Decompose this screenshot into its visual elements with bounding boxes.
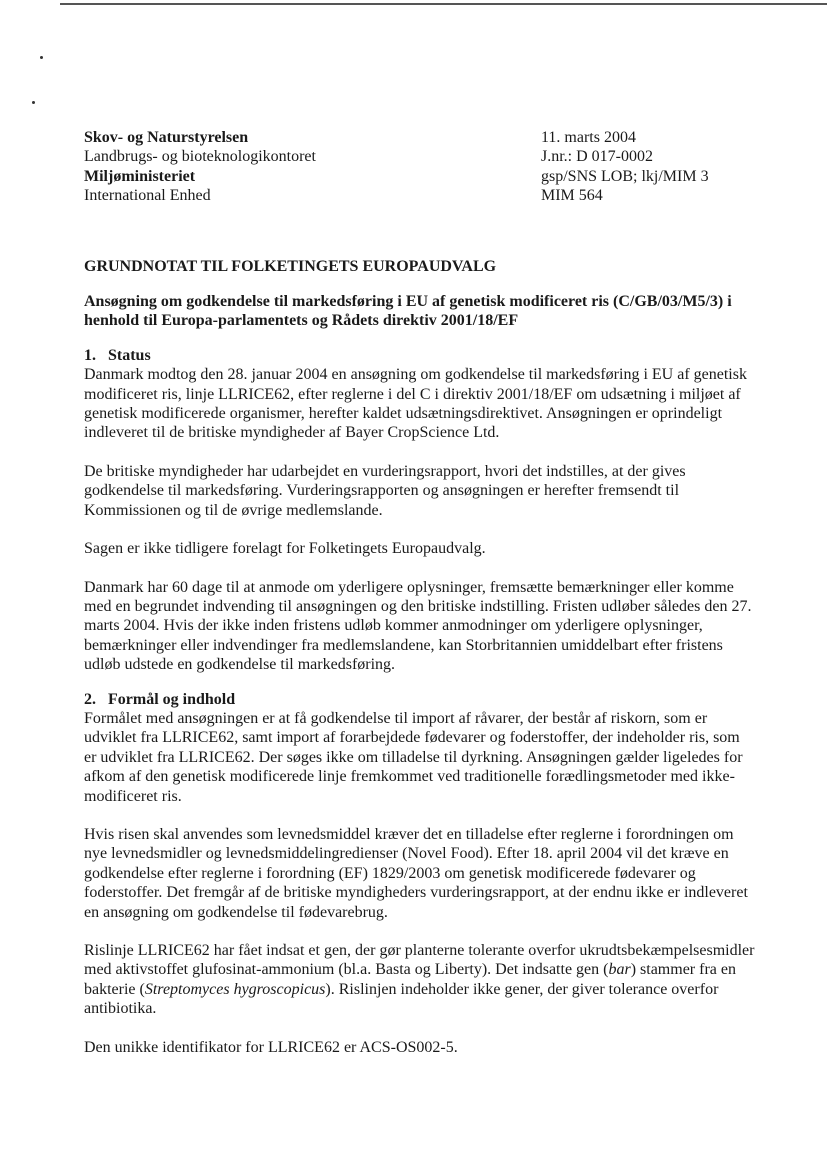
text-span: Rislinje LLRICE62 har fået indsat et gen, der gør planterne tolerante overfor ukrudtsbekæmpelsesmidler med aktivstoffet glufosinat-ammonium (bl.a. Basta og Liberty). Det indsatte gen ( [84, 942, 755, 979]
journal-number: J.nr.: D 017-0002 [541, 148, 653, 166]
paragraph: Formålet med ansøgningen er at få godkendelse til import af råvarer, der består af riskorn, som er udviklet fra LLRICE62, samt import af forarbejdede fødevarer og foderstoffer, der indeholder ris, som er udviklet fra LLRICE62. Der søges ikke om tilladelse til dyrkning. Ansøgningen gælder ligeledes for afkom af den genetisk modificerede linje fremkommet ved traditionelle forædlingsmetoder med ikke-modificeret ris. [84, 709, 743, 805]
identifier-paragraph: Den unikke identifikator for LLRICE62 er ACS-OS002-5. [84, 1038, 458, 1056]
top-border-line [60, 3, 827, 5]
case-initials: gsp/SNS LOB; lkj/MIM 3 [541, 167, 709, 185]
section-title: Formål og indhold [108, 690, 236, 708]
text-span: ). Rislinjen indeholder ikke gener, der giver tolerance overfor antibiotika. [84, 980, 719, 1018]
document-subject: Ansøgning om godkendelse til markedsføring i EU af genetisk modificeret ris (C/GB/03/M5/3) i henhold til Europa-parlamentets og Rådets direktiv 2001/18/EF [84, 293, 732, 330]
sender-block [84, 128, 514, 206]
sender-agency: Skov- og Naturstyrelsen [84, 129, 249, 146]
paragraph: Danmark modtog den 28. januar 2004 en ansøgning om godkendelse til markedsføring i EU af genetisk modificeret ris, linje LLRICE62, efter reglerne i del C i direktiv 2001/18/EF om udsætning i miljøet af genetisk modificerede organismer, herefter kaldet udsætningsdirektivet. Ansøgningen er oprindeligt indleveret til de britiske myndigheder af Bayer CropScience Ltd. [84, 366, 747, 442]
paragraph: Danmark har 60 dage til at anmode om yderligere oplysninger, fremsætte bemærkninger eller komme med en begrundet indvending til ansøgningen og den britiske indstilling. Fristen udløber således den 27. marts 2004. Hvis der ikke inden fristens udløb kommer anmodninger om yderligere oplysninger, bemærkninger eller indvendinger fra medlemslandene, kan Storbritannien umiddelbart efter fristens udløb udstede en godkendelse til markedsføring. [84, 578, 752, 674]
gene-paragraph [84, 941, 756, 1019]
section-heading-status [84, 346, 756, 365]
text-span: ) stammer fra en bakterie ( [84, 961, 736, 998]
scan-mark [40, 56, 43, 59]
document-page [84, 128, 756, 1057]
paragraph: De britiske myndigheder har udarbejdet en vurderingsrapport, hvori det indstilles, at der gives godkendelse til markedsføring. Vurderingsrapporten og ansøgningen er herefter fremsendt til Kommissionen og til de øvrige medlemslande. [84, 462, 686, 519]
scan-mark [32, 101, 35, 104]
document-title: GRUNDNOTAT TIL FOLKETINGETS EUROPAUDVALG [84, 257, 497, 275]
organism-name: Streptomyces hygroscopicus [144, 980, 326, 998]
section-heading-purpose [84, 690, 756, 709]
document-date: 11. marts 2004 [541, 129, 636, 146]
gene-name: bar [608, 961, 631, 979]
paragraph: Hvis risen skal anvendes som levnedsmiddel kræver det en tilladelse efter reglerne i forordningen om nye levnedsmidler og levnedsmiddelingredienser (Novel Food). Efter 18. april 2004 vil det kræve en godkendelse efter reglerne i forordning (EF) 1829/2003 om genetisk modificerede fødevarer og foderstoffer. Det fremgår af de britiske myndigheders vurderingsrapport, at der endnu ikke er indleveret en ansøgning om godkendelse til fødevarebrug. [84, 825, 748, 921]
sender-ministry: Miljøministeriet [84, 167, 196, 185]
letterhead [84, 128, 756, 206]
section-title: Status [108, 346, 151, 364]
paragraph: Sagen er ikke tidligere forelagt for Folketingets Europaudvalg. [84, 540, 486, 558]
sender-unit: International Enhed [84, 187, 211, 205]
sender-office: Landbrugs- og bioteknologikontoret [84, 148, 316, 166]
section-number: 2. [84, 690, 96, 708]
section-number: 1. [84, 346, 96, 364]
reference-block [541, 128, 756, 206]
mim-number: MIM 564 [541, 187, 603, 205]
